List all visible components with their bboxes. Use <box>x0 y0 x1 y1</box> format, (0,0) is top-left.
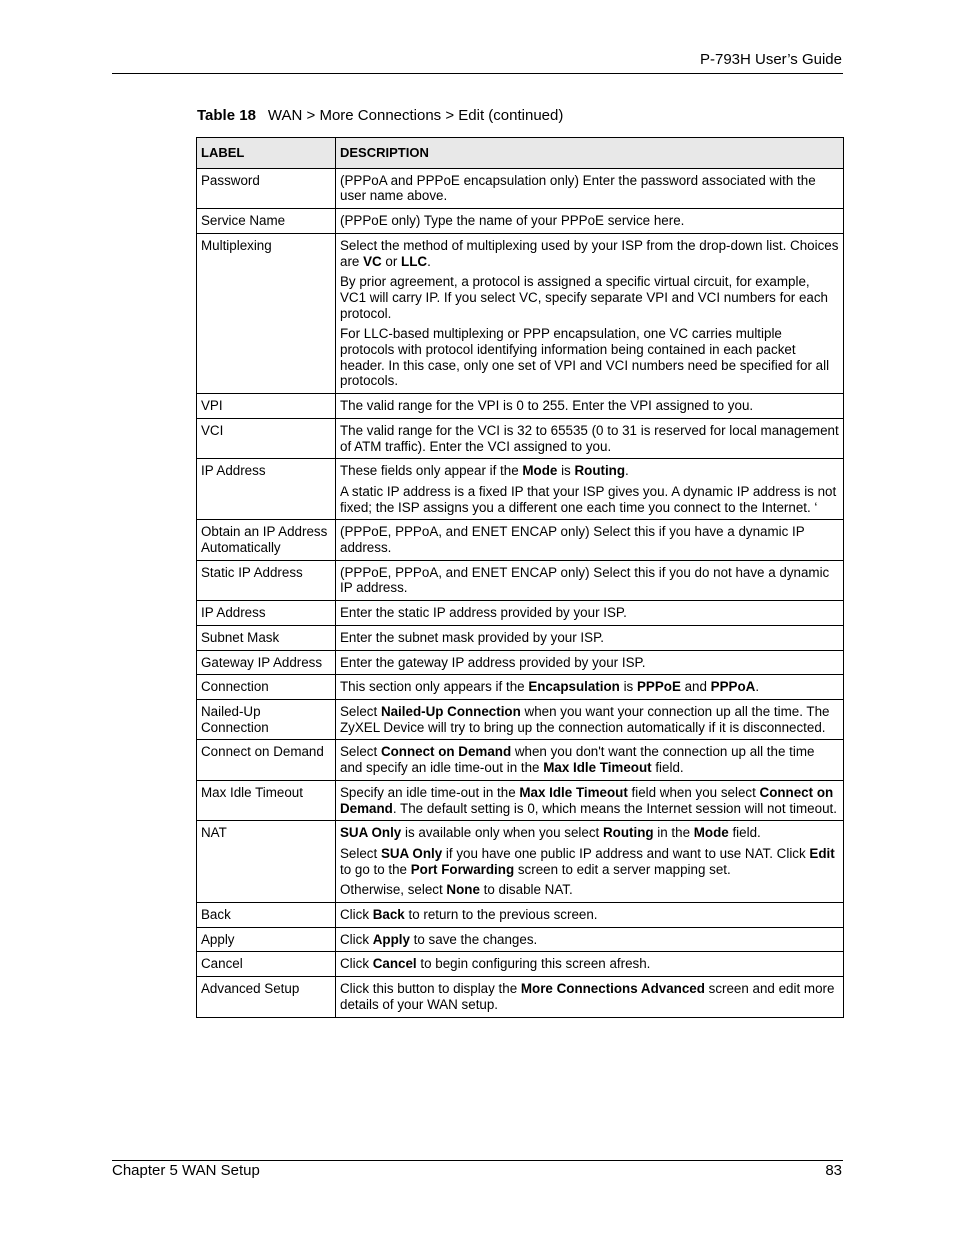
table-row <box>197 459 844 520</box>
table-row <box>197 952 844 977</box>
text-run: in the <box>653 825 694 841</box>
description-paragraph <box>340 655 839 671</box>
text-run: to return to the previous screen. <box>404 907 598 923</box>
footer-page-number: 83 <box>825 1162 842 1179</box>
bold-term: Max Idle Timeout <box>543 760 652 776</box>
bold-term: PPPoA <box>710 679 756 695</box>
row-description <box>336 699 844 739</box>
text-run: and <box>680 679 711 695</box>
row-label: Connection <box>197 675 336 700</box>
table-row <box>197 821 844 903</box>
row-description <box>336 927 844 952</box>
row-label: NAT <box>197 821 336 903</box>
table-row <box>197 601 844 626</box>
bold-term: Mode <box>693 825 729 841</box>
text-run: These fields only appear if the <box>340 463 523 479</box>
table-row <box>197 168 844 208</box>
text-run: Select <box>340 845 381 861</box>
text-run: . <box>427 253 431 269</box>
row-label: IP Address <box>197 459 336 520</box>
row-description <box>336 821 844 903</box>
text-run: field. <box>728 825 761 841</box>
row-description <box>336 233 844 393</box>
text-run: to begin configuring this screen afresh. <box>416 956 651 972</box>
text-run: Enter the gateway IP address provided by your ISP. <box>340 654 646 670</box>
row-label: IP Address <box>197 601 336 626</box>
text-run: screen and edit more details of your WAN setup. <box>340 981 835 1012</box>
text-run: Enter the subnet mask provided by your ISP. <box>340 629 604 645</box>
row-label: Password <box>197 168 336 208</box>
footer-rule <box>112 1160 843 1161</box>
wan-edit-table <box>196 137 844 1018</box>
bold-term: Edit <box>809 845 835 861</box>
row-label: Max Idle Timeout <box>197 780 336 820</box>
description-paragraph <box>340 679 839 695</box>
bold-term: Encapsulation <box>528 679 620 695</box>
description-paragraph <box>340 744 839 775</box>
bold-term: PPPoE <box>636 679 681 695</box>
bold-term: Apply <box>372 931 410 947</box>
bold-term: More Connections Advanced <box>520 981 705 997</box>
table-row <box>197 977 844 1017</box>
text-run: A static IP address is a fixed IP that your ISP gives you. A dynamic IP address is not fixed; the ISP assigns you a different one each time you connect to the Internet. ‘ <box>340 483 837 515</box>
text-run: This section only appears if the <box>340 679 529 695</box>
header-rule <box>112 73 843 74</box>
row-label: Apply <box>197 927 336 952</box>
description-paragraph <box>340 785 839 816</box>
row-description <box>336 520 844 560</box>
row-description <box>336 625 844 650</box>
text-run: field when you select <box>627 784 760 800</box>
row-description <box>336 740 844 780</box>
text-run: field. <box>651 760 684 776</box>
description-paragraph <box>340 932 839 948</box>
row-label: Nailed-Up Connection <box>197 699 336 739</box>
table-row <box>197 903 844 928</box>
row-label: Cancel <box>197 952 336 977</box>
text-run: The valid range for the VCI is 32 to 65535 (0 to 31 is reserved for local management of ATM traffic). Enter the VCI assigned to you. <box>340 422 839 454</box>
bold-term: Routing <box>602 825 654 841</box>
text-run: to go to the <box>340 861 411 877</box>
description-paragraph <box>340 326 839 389</box>
bold-term: Max Idle Timeout <box>519 784 628 800</box>
row-description <box>336 977 844 1017</box>
footer-chapter: Chapter 5 WAN Setup <box>112 1162 260 1179</box>
description-paragraph <box>340 981 839 1012</box>
row-label: Subnet Mask <box>197 625 336 650</box>
description-paragraph <box>340 846 839 877</box>
bold-term: Connect on Demand <box>340 784 834 816</box>
row-description <box>336 650 844 675</box>
description-paragraph <box>340 213 839 229</box>
table-row <box>197 699 844 739</box>
table-body <box>197 168 844 1017</box>
text-run: is <box>619 679 637 695</box>
column-header-description: DESCRIPTION <box>336 138 844 169</box>
table-caption-text: WAN > More Connections > Edit (continued) <box>267 107 564 124</box>
description-paragraph <box>340 173 839 204</box>
text-run: The valid range for the VPI is 0 to 255. Enter the VPI assigned to you. <box>340 398 754 414</box>
bold-term: VC <box>363 253 382 269</box>
text-run: when you want your connection up all the time. The ZyXEL Device will try to bring up the connection automatically if it is disconnected. <box>340 703 830 735</box>
description-paragraph <box>340 238 839 269</box>
text-run: For LLC-based multiplexing or PPP encapsulation, one VC carries multiple protocols with protocol identifying information being contained in each packet header. In this case, only one set of VPI and VCI numbers need be specified for all protocols. <box>340 326 830 389</box>
table-row <box>197 394 844 419</box>
text-run: Select <box>340 744 381 760</box>
row-label: Service Name <box>197 209 336 234</box>
row-description <box>336 459 844 520</box>
row-label: Connect on Demand <box>197 740 336 780</box>
text-run: Click <box>340 931 373 947</box>
bold-term: Back <box>372 907 405 923</box>
text-run: Otherwise, select <box>340 882 447 898</box>
row-description <box>336 168 844 208</box>
running-header-title: P-793H User’s Guide <box>699 51 842 68</box>
description-paragraph <box>340 423 839 454</box>
table-row <box>197 233 844 393</box>
description-paragraph <box>340 882 839 898</box>
description-paragraph <box>340 605 839 621</box>
text-run: (PPPoE only) Type the name of your PPPoE service here. <box>340 213 685 229</box>
text-run: Specify an idle time-out in the <box>340 784 520 800</box>
text-run: Click <box>340 956 373 972</box>
table-row <box>197 740 844 780</box>
bold-term: Connect on Demand <box>380 744 512 760</box>
bold-term: SUA Only <box>340 825 402 841</box>
text-run: is available only when you select <box>401 825 603 841</box>
description-paragraph <box>340 463 839 479</box>
description-paragraph <box>340 825 839 841</box>
text-run: screen to edit a server mapping set. <box>514 861 731 877</box>
row-label: Advanced Setup <box>197 977 336 1017</box>
table-row <box>197 780 844 820</box>
table-row <box>197 209 844 234</box>
bold-term: Routing <box>574 463 626 479</box>
text-run: to disable NAT. <box>479 882 573 898</box>
description-paragraph <box>340 398 839 414</box>
text-run: when you don't want the connection up all the time and specify an idle time-out in the <box>340 744 815 776</box>
table-caption-label: Table 18 <box>197 107 256 124</box>
table-row <box>197 625 844 650</box>
table-row <box>197 650 844 675</box>
row-label: Static IP Address <box>197 560 336 600</box>
bold-term: Mode <box>522 463 558 479</box>
row-description <box>336 675 844 700</box>
text-run: Click this button to display the <box>340 981 521 997</box>
row-description <box>336 601 844 626</box>
text-run: Enter the static IP address provided by your ISP. <box>340 605 627 621</box>
bold-term: LLC <box>401 253 428 269</box>
text-run: (PPPoA and PPPoE encapsulation only) Enter the password associated with the user name above. <box>340 172 816 204</box>
text-run: if you have one public IP address and want to use NAT. Click <box>442 845 810 861</box>
bold-term: SUA Only <box>380 845 443 861</box>
description-paragraph <box>340 565 839 596</box>
row-description <box>336 952 844 977</box>
description-paragraph <box>340 956 839 972</box>
row-description <box>336 418 844 458</box>
bold-term: Port Forwarding <box>410 861 515 877</box>
text-run: (PPPoE, PPPoA, and ENET ENCAP only) Select this if you do not have a dynamic IP address. <box>340 564 830 596</box>
row-label: Back <box>197 903 336 928</box>
text-run: Select the method of multiplexing used by your ISP from the drop-down list. Choices are <box>340 237 839 269</box>
row-description <box>336 209 844 234</box>
description-paragraph <box>340 907 839 923</box>
table-header-row <box>197 138 844 169</box>
table-row <box>197 927 844 952</box>
row-label: Multiplexing <box>197 233 336 393</box>
row-label: Gateway IP Address <box>197 650 336 675</box>
text-run: (PPPoE, PPPoA, and ENET ENCAP only) Select this if you have a dynamic IP address. <box>340 524 805 556</box>
table-row <box>197 560 844 600</box>
text-run: . <box>625 463 629 479</box>
text-run: By prior agreement, a protocol is assigned a specific virtual circuit, for example, VC1 will carry IP. If you select VC, specify separate VPI and VCI numbers for each protocol. <box>340 274 828 321</box>
row-description <box>336 780 844 820</box>
text-run: Select <box>340 703 381 719</box>
text-run: Click <box>340 907 373 923</box>
text-run: to save the changes. <box>409 931 538 947</box>
text-run: . <box>755 679 760 695</box>
description-paragraph <box>340 524 839 555</box>
row-label: VCI <box>197 418 336 458</box>
description-paragraph <box>340 274 839 321</box>
row-description <box>336 394 844 419</box>
bold-term: None <box>446 882 480 898</box>
column-header-label: LABEL <box>197 138 336 169</box>
text-run: is <box>557 463 575 479</box>
row-description <box>336 560 844 600</box>
row-label: Obtain an IP Address Automatically <box>197 520 336 560</box>
text-run: . The default setting is 0, which means the Internet session will not timeout. <box>392 800 837 816</box>
row-description <box>336 903 844 928</box>
table-row <box>197 520 844 560</box>
description-paragraph <box>340 484 839 515</box>
bold-term: Nailed-Up Connection <box>380 703 521 719</box>
bold-term: Cancel <box>372 956 417 972</box>
description-paragraph <box>340 704 839 735</box>
text-run: or <box>381 253 402 269</box>
description-paragraph <box>340 630 839 646</box>
table-caption <box>197 107 563 124</box>
table-row <box>197 675 844 700</box>
row-label: VPI <box>197 394 336 419</box>
table-row <box>197 418 844 458</box>
